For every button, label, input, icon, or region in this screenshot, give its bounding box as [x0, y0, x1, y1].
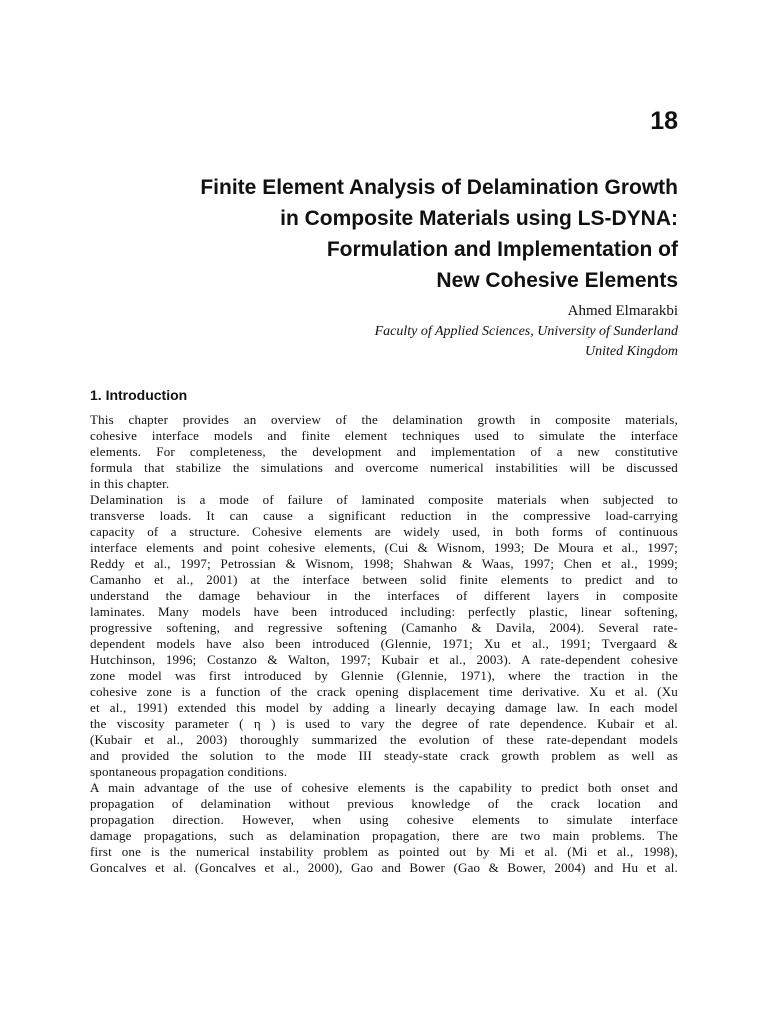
paragraph [90, 492, 678, 780]
paragraph-line: and provided the solution to the mode III steady-state crack growth problem as well as [90, 748, 678, 763]
paragraph-line: interface elements and point cohesive elements, (Cui & Wisnom, 1993; De Moura et al., 1997; [90, 540, 678, 555]
chapter-title-line: New Cohesive Elements [436, 269, 678, 292]
section-body [90, 412, 678, 876]
paragraph-line: A main advantage of the use of cohesive elements is the capability to predict both onset and [90, 780, 678, 795]
paragraph-line: transverse loads. It can cause a significant reduction in the compressive load-carrying [90, 508, 678, 523]
paragraph-line: damage propagations, such as delamination propagation, there are two main problems. The [90, 828, 678, 843]
paragraph-line: dependent models have also been introduced (Glennie, 1971; Xu et al., 1991; Tvergaard & [90, 636, 678, 651]
paragraph-line: formula that stabilize the simulations and overcome numerical instabilities will be discussed [90, 460, 678, 475]
paragraph-line: understand the damage behaviour in the interfaces of different layers in composite [90, 588, 678, 603]
author-block [375, 300, 678, 362]
paragraph-line: spontaneous propagation conditions. [90, 764, 288, 779]
paragraph-line: Reddy et al., 1997; Petrossian & Wisnom, 1998; Shahwan & Waas, 1997; Chen et al., 1999; [90, 556, 678, 571]
paragraph [90, 412, 678, 492]
section-heading: 1. Introduction [90, 387, 188, 403]
chapter-title-line: Finite Element Analysis of Delamination Growth [200, 176, 678, 199]
paragraph-line: Camanho et al., 2001) at the interface between solid finite elements to predict and to [90, 572, 678, 587]
paragraph-line: cohesive zone is a function of the crack opening displacement time derivative. Xu et al. (Xu [90, 684, 678, 699]
paragraph-line: elements. For completeness, the development and implementation of a new constitutive [90, 444, 678, 459]
author-affiliation: Faculty of Applied Sciences, University of Sunderland [374, 324, 678, 339]
paragraph-line: cohesive interface models and finite element techniques used to simulate the interface [90, 428, 678, 443]
paragraph [90, 780, 678, 876]
paragraph-line: the viscosity parameter ( η ) is used to vary the degree of rate dependence. Kubair et al. [90, 716, 678, 731]
paragraph-line: capacity of a structure. Cohesive elements are widely used, in both forms of continuous [90, 524, 678, 539]
paragraph-line: This chapter provides an overview of the delamination growth in composite materials, [90, 412, 678, 427]
chapter-number: 18 [650, 107, 678, 135]
paragraph-line: laminates. Many models have been introduced including: perfectly plastic, linear softening, [90, 604, 678, 619]
paragraph-line: propagation direction. However, when using cohesive elements to simulate interface [90, 812, 678, 827]
paragraph-line: et al., 1991) extended this model by adding a linearly decaying damage law. In each model [90, 700, 678, 715]
author-name: Ahmed Elmarakbi [567, 303, 678, 319]
chapter-title [90, 172, 678, 296]
paragraph-line: first one is the numerical instability problem as pointed out by Mi et al. (Mi et al., 1998), [90, 844, 678, 859]
paragraph-line: Goncalves et al. (Goncalves et al., 2000), Gao and Bower (Gao & Bower, 2004) and Hu et al. [90, 860, 678, 875]
paragraph-line: propagation of delamination without previous knowledge of the crack location and [90, 796, 678, 811]
paragraph-line: Delamination is a mode of failure of laminated composite materials when subjected to [90, 492, 678, 507]
paragraph-line: progressive softening, and regressive softening (Camanho & Davila, 2004). Several rate- [90, 620, 678, 635]
paragraph-line: Hutchinson, 1996; Costanzo & Walton, 1997; Kubair et al., 2003). A rate-dependent cohesive [90, 652, 678, 667]
chapter-title-line: Formulation and Implementation of [326, 238, 678, 261]
chapter-title-line: in Composite Materials using LS-DYNA: [280, 207, 678, 230]
paragraph-line: in this chapter. [90, 476, 170, 491]
paragraph-line: (Kubair et al., 2003) thoroughly summarized the evolution of these rate-dependant models [90, 732, 678, 747]
paragraph-line: zone model was first introduced by Glennie (Glennie, 1971), where the traction in the [90, 668, 678, 683]
author-country: United Kingdom [585, 344, 678, 359]
document-page [90, 0, 678, 1024]
